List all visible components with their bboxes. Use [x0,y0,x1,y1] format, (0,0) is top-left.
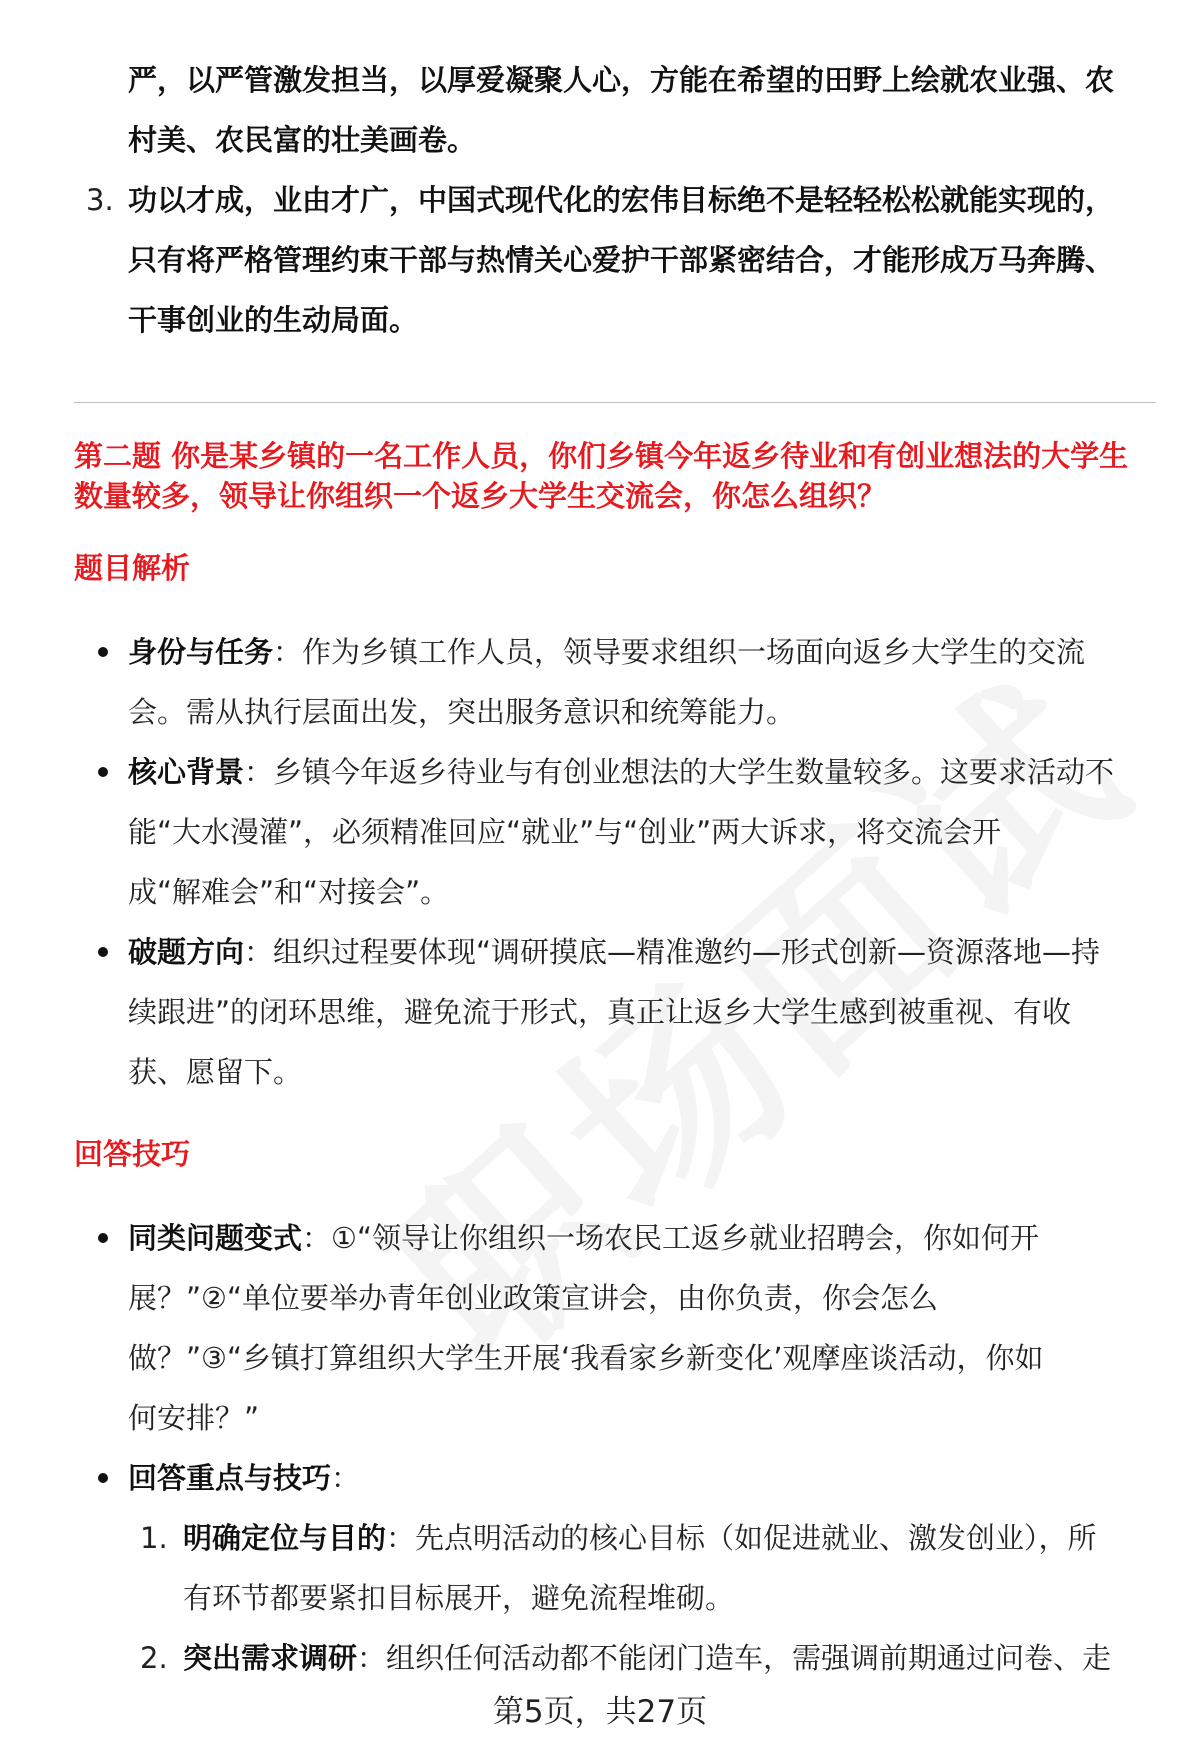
analysis-bullet-1 [128,632,1085,672]
tips-bullet-2-title: 回答重点与技巧 [128,1461,332,1495]
analysis-bullet-2-line-2: 能“大水漫灌”，必须精准回应“就业”与“创业”两大诉求，将交流会开 [128,815,1002,849]
analysis-bullet-1-text: ：作为乡镇工作人员，领导要求组织一场面向返乡大学生的交流 [273,635,1086,669]
analysis-heading: 题目解析 [74,551,191,585]
sub-item-1-text: ：先点明活动的核心目标（如促进就业、激发创业），所 [386,1521,1097,1555]
bullet-icon [98,947,108,957]
analysis-bullet-3-text: ：组织过程要体现“调研摸底—精准邀约—形式创新—资源落地—持 [244,935,1101,969]
item-3-line-1: 功以才成，业由才广，中国式现代化的宏伟目标绝不是轻轻松松就能实现的， [128,183,1115,217]
bullet-icon [98,767,108,777]
analysis-bullet-3 [128,932,1100,972]
bullet-icon [98,1233,108,1243]
question-line-1: 第二题 你是某乡镇的一名工作人员，你们乡镇今年返乡待业和有创业想法的大学生 [74,439,1129,473]
tips-bullet-1-title: 同类问题变式 [128,1221,303,1255]
intro-line-1: 严，以严管激发担当，以厚爱凝聚人心，方能在希望的田野上绘就农业强、农 [128,63,1115,97]
item-3-number: 3. [86,183,114,217]
tips-bullet-2 [128,1458,360,1498]
question-line-2: 数量较多，领导让你组织一个返乡大学生交流会，你怎么组织？ [74,479,887,513]
item-3-line-3: 干事创业的生动局面。 [128,303,419,337]
item-3-line-2: 只有将严格管理约束干部与热情关心爱护干部紧密结合，才能形成万马奔腾、 [128,243,1115,277]
tips-bullet-2-tail: ： [331,1461,361,1495]
bullet-icon [98,1473,108,1483]
tips-bullet-1-text: ：①“领导让你组织一场农民工返乡就业招聘会，你如何开 [302,1221,1040,1255]
tips-bullet-1 [128,1218,1039,1258]
bullet-icon [98,647,108,657]
analysis-bullet-2-line-3: 成“解难会”和“对接会”。 [128,875,450,909]
analysis-bullet-2-text: ：乡镇今年返乡待业与有创业想法的大学生数量较多。这要求活动不 [244,755,1115,789]
tips-bullet-1-line-3: 做？”③“乡镇打算组织大学生开展‘我看家乡新变化’观摩座谈活动，你如 [128,1341,1044,1375]
tips-heading: 回答技巧 [74,1137,191,1171]
section-divider [74,402,1156,403]
sub-item-1-title: 明确定位与目的 [183,1521,387,1555]
sub-item-2-title: 突出需求调研 [183,1641,358,1675]
analysis-bullet-3-line-2: 续跟进”的闭环思维，避免流于形式，真正让返乡大学生感到被重视、有收 [128,995,1072,1029]
tips-bullet-1-line-4: 何安排？” [128,1401,260,1435]
tips-bullet-1-line-2: 展？”②“单位要举办青年创业政策宣讲会，由你负责，你会怎么 [128,1281,939,1315]
sub-item-2-text: ：组织任何活动都不能闭门造车，需强调前期通过问卷、走 [357,1641,1112,1675]
analysis-bullet-3-title: 破题方向 [128,935,245,969]
analysis-bullet-2-title: 核心背景 [128,755,245,789]
sub-item-2-number: 2. [140,1641,168,1675]
intro-line-2: 村美、农民富的壮美画卷。 [128,123,477,157]
analysis-bullet-1-line-2: 会。需从执行层面出发，突出服务意识和统筹能力。 [128,695,796,729]
sub-item-1 [183,1518,1097,1558]
sub-item-1-line-2: 有环节都要紧扣目标展开，避免流程堆砌。 [183,1581,735,1615]
page-footer: 第5页，共27页 [492,1694,708,1730]
analysis-bullet-1-title: 身份与任务 [128,635,274,669]
analysis-bullet-2 [128,752,1114,792]
sub-item-2 [183,1638,1111,1678]
sub-item-1-number: 1. [140,1521,168,1555]
analysis-bullet-3-line-3: 获、愿留下。 [128,1055,303,1089]
